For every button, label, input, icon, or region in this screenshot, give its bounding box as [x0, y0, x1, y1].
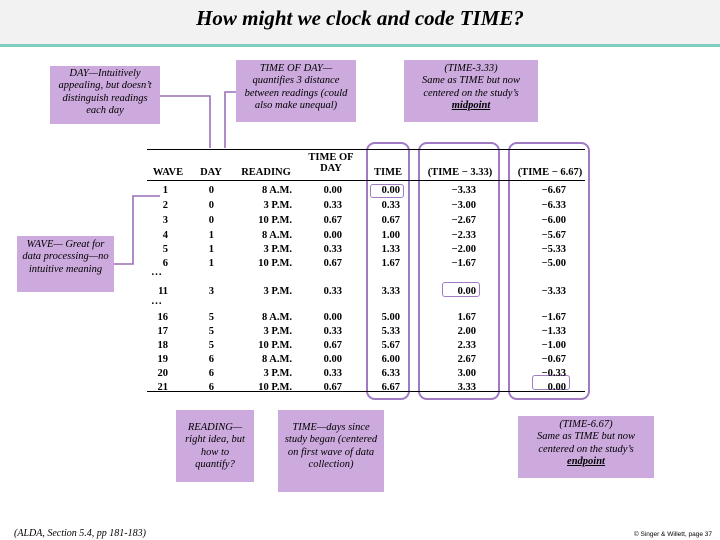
- cell-tod: 0.00: [323, 312, 342, 323]
- callout-reading-text: READING—right idea, but how to quantify?: [185, 422, 245, 471]
- cell-t667: 0.00: [547, 382, 566, 393]
- cell-reading: 10 P.M.: [258, 258, 292, 269]
- header-time-minus-667: (TIME − 6.67): [517, 167, 583, 178]
- cell-t667: −6.67: [541, 185, 566, 196]
- cell-t667: −5.33: [541, 244, 566, 255]
- cell-time: 3.33: [381, 286, 400, 297]
- callout-time-minus-333-line2: Same as TIME but now centered on the study’s: [422, 75, 520, 99]
- cell-wave: 17: [157, 326, 168, 337]
- cell-reading: 3 P.M.: [263, 200, 292, 211]
- cell-reading: 8 A.M.: [261, 185, 292, 196]
- cell-t333: 3.33: [457, 382, 476, 393]
- cell-t333: 2.33: [457, 340, 476, 351]
- cell-t333: −2.33: [451, 230, 476, 241]
- cell-tod: 0.67: [323, 215, 342, 226]
- cell-reading: 3 P.M.: [263, 326, 292, 337]
- cell-time: 0.67: [381, 215, 400, 226]
- callout-time-minus-667-line2: Same as TIME but now centered on the study’s: [537, 431, 635, 455]
- cell-wave: 20: [157, 368, 168, 379]
- cell-t667: −1.67: [541, 312, 566, 323]
- cell-time: 6.00: [381, 354, 400, 365]
- cell-tod: 0.00: [323, 230, 342, 241]
- cell-day: 0: [208, 200, 214, 211]
- cell-tod: 0.33: [323, 326, 342, 337]
- cell-reading: 10 P.M.: [258, 382, 292, 393]
- cell-wave: 19: [157, 354, 168, 365]
- cell-day: 0: [208, 215, 214, 226]
- cell-t333: 0.00: [457, 286, 476, 297]
- cell-day: 1: [208, 230, 214, 241]
- cell-wave: 6: [162, 258, 168, 269]
- cell-day: 5: [208, 340, 214, 351]
- cell-time: 6.67: [381, 382, 400, 393]
- cell-t333: −2.00: [451, 244, 476, 255]
- cell-t667: −5.00: [541, 258, 566, 269]
- cell-t667: −0.33: [541, 368, 566, 379]
- header-wave: WAVE: [152, 167, 184, 178]
- cell-tod: 0.00: [323, 185, 342, 196]
- cell-reading: 3 P.M.: [263, 286, 292, 297]
- callout-time-minus-333-emph: midpoint: [451, 100, 491, 112]
- cell-day: 1: [208, 244, 214, 255]
- cell-time: 1.67: [381, 258, 400, 269]
- cell-reading: 3 P.M.: [263, 368, 292, 379]
- cell-t333: 1.67: [457, 312, 476, 323]
- cell-time: 5.00: [381, 312, 400, 323]
- table-header-rule: [147, 180, 585, 181]
- callout-time-minus-333-line1: (TIME-3.33): [444, 63, 498, 74]
- cell-time: 5.67: [381, 340, 400, 351]
- cell-day: 5: [208, 312, 214, 323]
- header-reading: READING: [241, 167, 291, 178]
- callout-time-of-day-text: TIME OF DAY—quantifies 3 distance between readings (could also make unequal): [244, 63, 348, 112]
- callout-time-text: TIME—days since study began (centered on first wave of data collection): [284, 422, 378, 471]
- cell-day: 1: [208, 258, 214, 269]
- cell-wave: 18: [157, 340, 168, 351]
- cell-reading: 8 A.M.: [261, 354, 292, 365]
- cell-day: 6: [208, 354, 214, 365]
- cell-time: 1.00: [381, 230, 400, 241]
- cell-t667: −6.33: [541, 200, 566, 211]
- cell-reading: 8 A.M.: [261, 230, 292, 241]
- cell-t333: 2.00: [457, 326, 476, 337]
- footer-citation: (ALDA, Section 5.4, pp 181-183): [14, 528, 146, 539]
- callout-time-minus-667-emph: endpoint: [567, 456, 605, 468]
- cell-t333: −3.33: [451, 185, 476, 196]
- cell-t667: −5.67: [541, 230, 566, 241]
- cell-reading: 8 A.M.: [261, 312, 292, 323]
- ellipsis-1: …: [151, 266, 163, 278]
- cell-time: 1.33: [381, 244, 400, 255]
- cell-tod: 0.67: [323, 340, 342, 351]
- cell-reading: 10 P.M.: [258, 215, 292, 226]
- cell-tod: 0.67: [323, 258, 342, 269]
- cell-t667: −0.67: [541, 354, 566, 365]
- callout-day-text: DAY—Intuitively appealing, but doesn’t distinguish readings each day: [58, 68, 152, 117]
- cell-day: 0: [208, 185, 214, 196]
- footer-copyright: © Singer & Willett, page 37: [633, 531, 712, 538]
- header-time-of-day-line1: TIME OF: [308, 152, 354, 163]
- cell-day: 6: [208, 382, 214, 393]
- cell-tod: 0.33: [323, 368, 342, 379]
- cell-time: 0.00: [381, 185, 400, 196]
- cell-tod: 0.33: [323, 200, 342, 211]
- header-time-of-day: [302, 152, 360, 174]
- cell-reading: 10 P.M.: [258, 340, 292, 351]
- cell-time: 6.33: [381, 368, 400, 379]
- header-day: DAY: [200, 167, 222, 178]
- cell-t667: −3.33: [541, 286, 566, 297]
- cell-time: 0.33: [381, 200, 400, 211]
- cell-wave: 21: [157, 382, 168, 393]
- cell-day: 6: [208, 368, 214, 379]
- cell-wave: 3: [162, 215, 168, 226]
- cell-tod: 0.00: [323, 354, 342, 365]
- cell-wave: 11: [158, 286, 168, 297]
- ellipsis-2: …: [151, 295, 163, 307]
- cell-t667: −1.33: [541, 326, 566, 337]
- cell-wave: 16: [157, 312, 168, 323]
- callout-wave-text: WAVE— Great for data processing—no intuitive meaning: [22, 239, 109, 275]
- cell-tod: 0.67: [323, 382, 342, 393]
- header-time-minus-333: (TIME − 3.33): [427, 167, 493, 178]
- cell-wave: 2: [162, 200, 168, 211]
- cell-wave: 1: [162, 185, 168, 196]
- cell-t333: 2.67: [457, 354, 476, 365]
- header-time-of-day-line2: DAY: [320, 163, 342, 175]
- cell-t333: −3.00: [451, 200, 476, 211]
- cell-t333: 3.00: [457, 368, 476, 379]
- cell-t667: −6.00: [541, 215, 566, 226]
- table-top-rule: [147, 149, 585, 150]
- cell-day: 5: [208, 326, 214, 337]
- cell-tod: 0.33: [323, 244, 342, 255]
- cell-time: 5.33: [381, 326, 400, 337]
- cell-t333: −2.67: [451, 215, 476, 226]
- cell-tod: 0.33: [323, 286, 342, 297]
- header-time: TIME: [373, 167, 402, 178]
- cell-wave: 5: [162, 244, 168, 255]
- page-title: How might we clock and code TIME?: [196, 6, 524, 30]
- cell-wave: 4: [162, 230, 168, 241]
- cell-t333: −1.67: [451, 258, 476, 269]
- cell-reading: 3 P.M.: [263, 244, 292, 255]
- cell-t667: −1.00: [541, 340, 566, 351]
- callout-time-minus-667-line1: (TIME-6.67): [559, 419, 613, 430]
- cell-day: 3: [208, 286, 214, 297]
